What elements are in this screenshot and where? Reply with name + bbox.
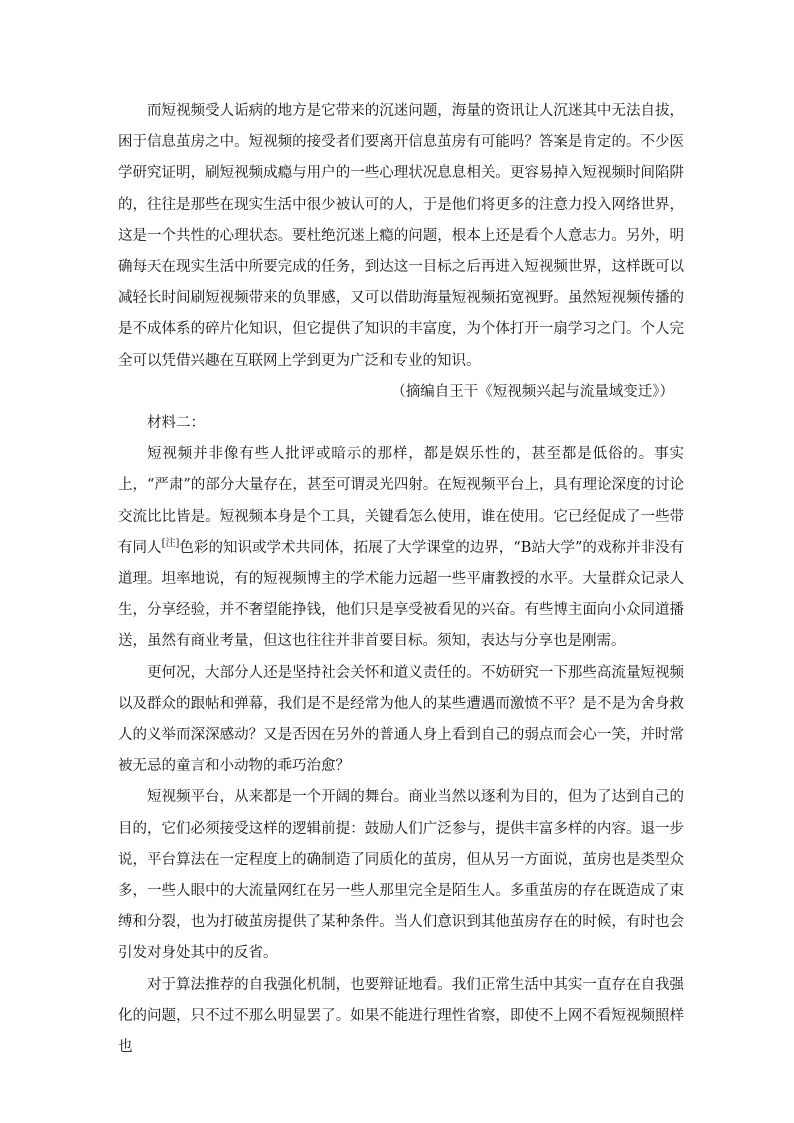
paragraph-4: 短视频平台，从来都是一个开阔的舞台。商业当然以逐利为目的，但为了达到自己的目的，它们必须接受这样的逻辑前提：鼓励人们广泛参与，提供丰富多样的内容。退一步说，平台算法在一定程度上的确制造了同质化的茧房，但从另一方面说，茧房也是类型众多，一些人眼中的大流量网红在另一些人那里完全是陌生人。多重茧房的存在既造成了束缚和分裂，也为打破茧房提供了某种条件。当人们意识到其他茧房存在的时候，有时也会引发对身处其中的反省。 [118,789,684,962]
paragraph-5: 对于算法推荐的自我强化机制，也要辩证地看。我们正常生活中其实一直存在自我强化的问题，只不过不那么明显罢了。如果不能进行理性省察，即使不上网不看短视频照样也 [118,976,684,1056]
paragraph-2-part-2: 色彩的知识或学术共同体，拓展了大学课堂的边界，“B站大学”的戏称并非没有道理。坦率地说，有的短视频博主的学术能力远超一些平庸教授的水平。大量群众记录人生，分享经验，并不奢望能挣钱，他们只是享受被看见的兴奋。有些博主面向小众同道播送，虽然有商业考量，但这也往往并非首要目标。须知，表达与分享也是刚需。 [118,539,684,650]
footnote-marker: [注] [161,538,180,550]
paragraph-1: 而短视频受人诟病的地方是它带来的沉迷问题，海量的资讯让人沉迷其中无法自拔，困于信息茧房之中。短视频的接受者们要离开信息茧房有可能吗？答案是肯定的。不少医学研究证明，刷短视频成瘾与用户的一些心理状况息息相关。更容易掉入短视频时间陷阱的，往往是那些在现实生活中很少被认可的人，于是他们将更多的注意力投入网络世界，这是一个共性的心理状态。要杜绝沉迷上瘾的问题，根本上还是看个人意志力。另外，明确每天在现实生活中所要完成的任务，到达这一目标之后再进入短视频世界，这样既可以减轻长时间刷短视频带来的负罪感，又可以借助海量短视频拓宽视野。虽然短视频传播的是不成体系的碎片化知识，但它提供了知识的丰富度，为个体打开一扇学习之门。个人完全可以凭借兴趣在互联网上学到更为广泛和专业的知识。 [118,103,684,369]
paragraph-3: 更何况，大部分人还是坚持社会关怀和道义责任的。不妨研究一下那些高流量短视频以及群众的跟帖和弹幕，我们是不是经常为他人的某些遭遇而激愤不平？是不是为舍身救人的义举而深深感动？又是否因在另外的普通人身上看到自己的弱点而会心一笑，并时常被无忌的童言和小动物的乖巧治愈？ [118,664,684,775]
source-citation: （摘编自王干《短视频兴起与流量域变迁》） [391,383,674,400]
paragraph-2 [118,439,684,657]
section-heading: 材料二： [147,415,205,432]
document-page [118,96,684,1063]
paragraph-2-part-1: 短视频并非像有些人批评或暗示的那样，都是娱乐性的，甚至都是低俗的。事实上，“严肃”的部分大量存在，甚至可谓灵光四射。在短视频平台上，具有理论深度的讨论交流比比皆是。短视频本身是个工具，关键看怎么使用，谁在使用。它已经促成了一些带有同人 [118,446,684,556]
